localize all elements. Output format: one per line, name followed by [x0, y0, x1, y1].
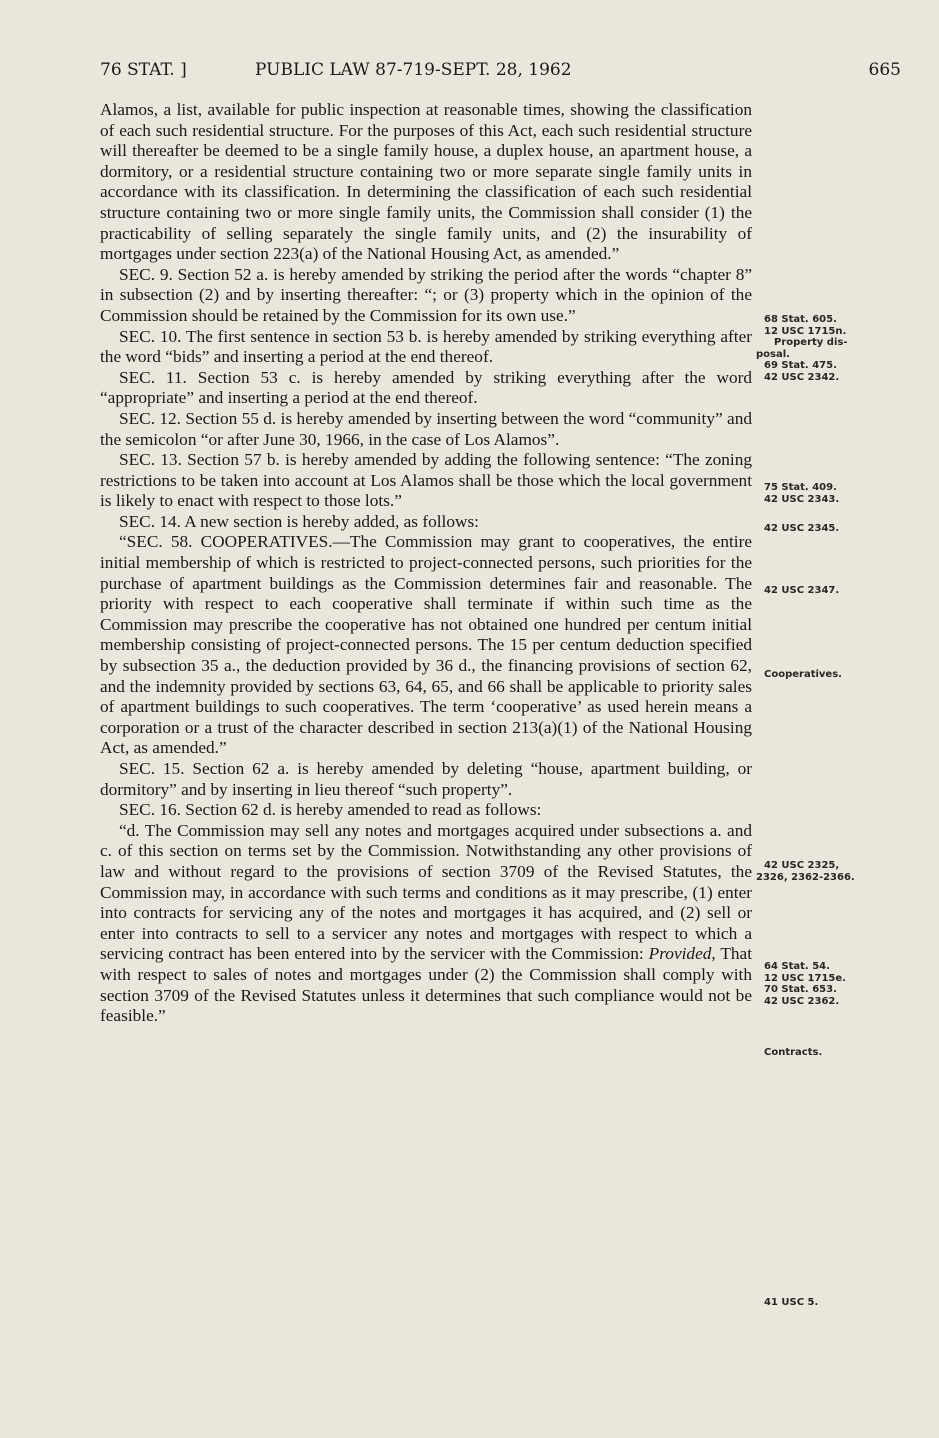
margin-note: 42 USC 2345.: [764, 523, 840, 534]
section-label: SEC. 9.: [119, 264, 173, 284]
section-label: SEC. 10.: [119, 326, 182, 346]
margin-note: 75 Stat. 409. 42 USC 2343.: [764, 482, 840, 505]
section-10: SEC. 10. The first sentence in section 53 b. is hereby amended by striking everything after the word “bids” and inserting a period at the end thereof.: [100, 326, 752, 367]
margin-note: 68 Stat. 605. 12 USC 1715n. Property dis- posal. 69 Stat. 475. 42 USC 2342.: [756, 314, 848, 383]
section-label: SEC. 12.: [119, 408, 182, 428]
section-16: SEC. 16. Section 62 d. is hereby amended to read as follows:: [119, 800, 542, 820]
section-9: SEC. 9. Section 52 a. is hereby amended by striking the period after the words “chapter 8” in subsection (2) and by inserting thereafter: “; or (3) property which in the opinion of the Commission should be retained by the Commission for its own use.”: [100, 264, 752, 325]
section-label: SEC. 13.: [119, 450, 182, 470]
paragraph: Alamos, a list, available for public inspection at reasonable times, showing the classification of each such residential structure. For the purposes of this Act, each such residential structure will thereafter be deemed to be a single family house, a duplex house, an apartment house, a dormitory, or a residential structure containing two or more separate single family units in accordance with its classification. In determining the classification of each such residential structure containing two or more single family units, the Commission shall consider (1) the practicability of selling separately the single family units, and (2) the insurability of mortgages under section 223(a) of the National Housing Act, as amended.”: [100, 100, 752, 264]
margin-note: Contracts.: [764, 1047, 823, 1058]
subsection-d: “d. The Commission may sell any notes and mortgages acquired under subsections a. and c. of this section on terms set by the Commission. Notwithstanding any other provisions of law and without regard to the provisions of section 3709 of the Revised Statutes, the Commission may, in accordance with such terms and conditions as it may prescribe, (1) enter into contracts for servicing any of the notes and mortgages it has acquired, and (2) sell or enter into contracts to sell to a servicer any notes and mortgages with respect to which a servicing contract has been entered into by the servicer with the Commission: Provided, That with respect to sales of notes and mortgages under (2) the Commission shall comply with section 3709 of the Revised Statutes unless it determines that such compliance would not be feasible.”: [100, 820, 752, 1026]
section-15: SEC. 15. Section 62 a. is hereby amended by deleting “house, apartment building, or dormitory” and by inserting in lieu thereof “such property”.: [100, 759, 752, 799]
section-13: SEC. 13. Section 57 b. is hereby amended by adding the following sentence: “The zoning restrictions to be taken into account at Los Alamos shall be those which the local government is likely to enact with respect to those lots.”: [100, 450, 753, 511]
page-number: 665: [868, 60, 901, 80]
section-label: SEC. 14.: [119, 511, 181, 531]
section-label: “SEC. 58. COOPERATIVES.: [119, 532, 333, 552]
margin-note: 64 Stat. 54. 12 USC 1715e. 70 Stat. 653. 42 USC 2362.: [764, 961, 846, 1007]
section-14: SEC. 14. A new section is hereby added, as follows:: [119, 511, 479, 531]
section-58-cooperatives: “SEC. 58. COOPERATIVES.—The Commission may grant to cooperatives, the entire initial membership of which is restricted to project-connected persons, such priorities for the purchase of apartment buildings as the Commission determines fair and reasonable. The priority with respect to each cooperative shall terminate if within such time as the Commission may prescribe the cooperative has not obtained one hundred per centum initial membership consisting of project-connected persons. The 15 per centum deduction specified by subsection 35 a., the deduction provided by 36 d., the financing provisions of section 62, and the indemnity provided by sections 63, 64, 65, and 66 shall be applicable to priority sales of apartment buildings to such cooperatives. The term ‘cooperative’ as used herein means a corporation or a trust of the character described in section 213(a)(1) of the National Housing Act, as amended.”: [100, 532, 752, 758]
section-label: SEC. 15.: [119, 759, 185, 778]
margin-note: 42 USC 2347.: [764, 585, 840, 596]
body-text: [100, 100, 752, 1027]
running-header: [0, 60, 939, 88]
margin-note: 41 USC 5.: [764, 1297, 819, 1308]
margin-note: Cooperatives.: [764, 669, 842, 680]
section-11: SEC. 11. Section 53 c. is hereby amended by striking everything after the word “appropriate” and inserting a period at the end thereof.: [100, 367, 753, 408]
margin-note: 42 USC 2325, 2326, 2362-2366.: [756, 860, 855, 883]
section-label: SEC. 11.: [119, 367, 187, 387]
section-12: SEC. 12. Section 55 d. is hereby amended by inserting between the word “community” and the semicolon “or after June 30, 1966, in the case of Los Alamos”.: [100, 408, 753, 449]
section-label: SEC. 16.: [119, 800, 181, 820]
statute-reference: 76 STAT. ]: [100, 60, 187, 80]
law-title: PUBLIC LAW 87-719-SEPT. 28, 1962: [255, 60, 572, 80]
provided-term: Provided: [648, 944, 712, 964]
